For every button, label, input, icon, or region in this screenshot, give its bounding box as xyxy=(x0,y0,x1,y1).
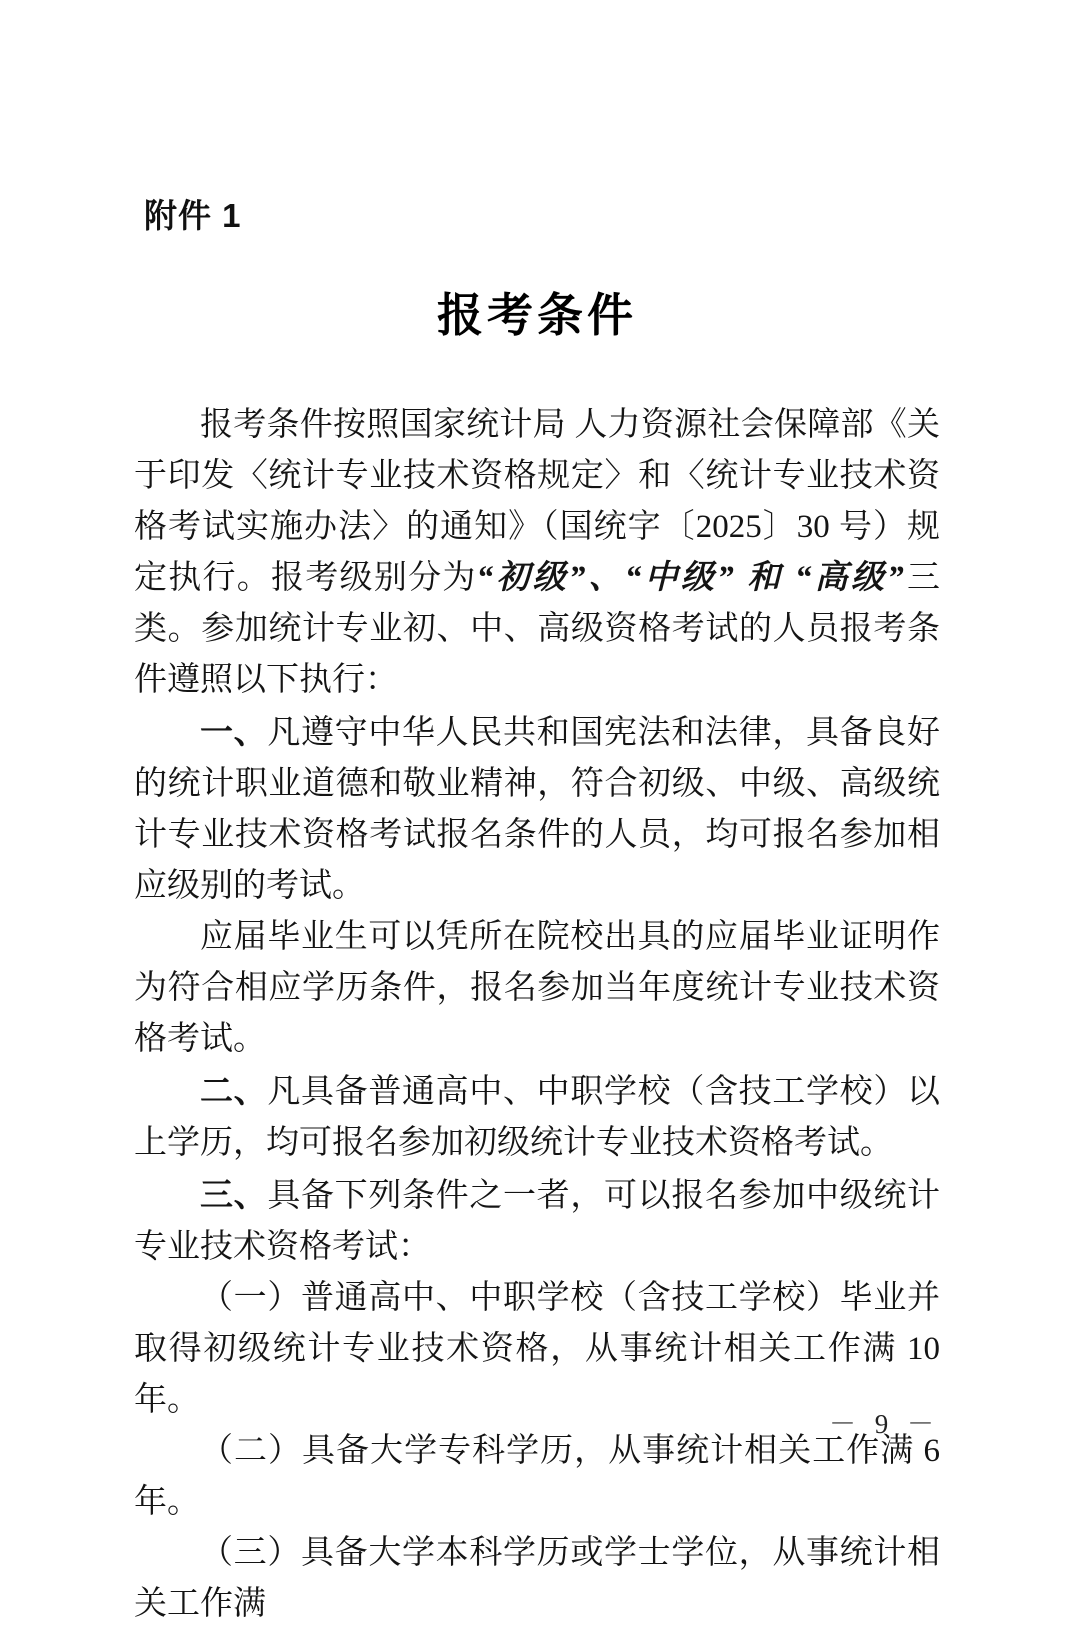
paragraph-fresh-graduates xyxy=(134,912,940,1065)
paragraph-sub-item-3 xyxy=(134,1528,940,1630)
text-run-normal: （一）普通高中、中职学校（含技工学校）毕业并取得初级统计专业技术资格，从事统计相关工作满 10 年。 xyxy=(134,1280,940,1418)
page-number: － 9 － xyxy=(829,1409,940,1439)
paragraph-item-3 xyxy=(134,1169,940,1273)
page-title: 报考条件 xyxy=(437,290,637,341)
paragraph-item-1 xyxy=(134,706,940,912)
paragraph-intro xyxy=(134,400,940,706)
attachment-label: 附件 1 xyxy=(144,197,242,234)
text-run-normal: 凡遵守中华人民共和国宪法和法律，具备良好的统计职业道德和敬业精神，符合初级、中级、高级统计专业技术资格考试报名条件的人员，均可报名参加相应级别的考试。 xyxy=(134,715,941,904)
paragraph-sub-item-1 xyxy=(134,1273,940,1426)
text-run-bold: 三、 xyxy=(200,1176,268,1213)
document-paragraphs xyxy=(134,400,940,1630)
document-content xyxy=(134,196,940,1630)
paragraph-item-2 xyxy=(134,1065,940,1169)
paragraph-sub-item-2 xyxy=(134,1426,940,1528)
text-run-normal: （二）具备大学专科学历，从事统计相关工作满 6 年。 xyxy=(134,1433,940,1520)
text-run-normal: 三类。参加统计专业初、中、高级资格考试的人员报考条件遵照以下执行： xyxy=(134,560,941,698)
text-run-normal: 具备下列条件之一者，可以报名参加中级统计专业技术资格考试： xyxy=(134,1178,941,1265)
text-run-bold: 二、 xyxy=(200,1072,268,1109)
text-run-normal: 应届毕业生可以凭所在院校出具的应届毕业证明作为符合相应学历条件，报名参加当年度统计专业技术资格考试。 xyxy=(134,919,940,1057)
text-run-normal: 凡具备普通高中、中职学校（含技工学校）以上学历，均可报名参加初级统计专业技术资格考试。 xyxy=(134,1074,941,1161)
text-run-bold-kai: “初级”、“中级” 和 “高级” xyxy=(476,560,906,596)
text-run-bold: 一、 xyxy=(200,713,268,750)
text-run-normal: 报考条件按照国家统计局 人力资源社会保障部《关于印发〈统计专业技术资格规定〉和〈统计专业技术资格考试实施办法〉的通知》（国统字〔2025〕30 号）规定执行。报考级别分为 xyxy=(134,407,940,596)
text-run-normal: （三）具备大学本科学历或学士学位，从事统计相关工作满 xyxy=(134,1535,940,1622)
